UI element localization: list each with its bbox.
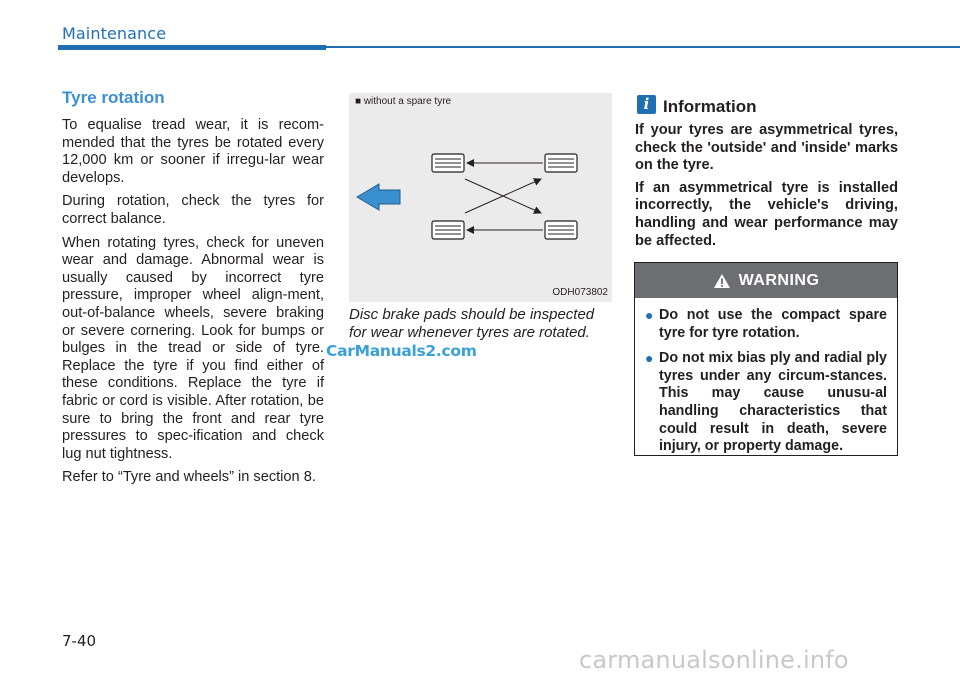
warning-item-text: Do not use the compact spare tyre for tyre rotation. [659, 307, 887, 341]
paragraph: If your tyres are asymmetrical tyres, check the 'outside' and 'inside' marks on the tyre. [635, 122, 898, 174]
warning-item-text: Do not mix bias ply and radial ply tyres under any circum-stances. This may cause unusu-al handling characteristics that could result in death, severe injury, or property damage. [659, 350, 887, 455]
rotation-diagram-svg [349, 93, 612, 302]
rear-right-tyre-icon [545, 221, 577, 239]
page-number: 7-40 [62, 632, 97, 650]
tyre-rotation-title: Tyre rotation [62, 88, 165, 107]
warning-heading: WARNING [738, 271, 820, 289]
warning-item [641, 350, 887, 456]
front-left-tyre-icon [432, 154, 464, 172]
figure-caption [349, 306, 619, 342]
front-right-tyre-icon [545, 154, 577, 172]
caption-line: Disc brake pads should be inspected [349, 306, 595, 323]
footer-watermark: carmanualsonline.info [579, 646, 849, 674]
paragraph: When rotating tyres, check for uneven wear and damage. Abnormal wear is usually caused by incorrect tyre pressure, improper wheel align-ment, out-of-balance wheels, severe braking or severe cornering. Look for bumps or bulges in the tread or side of tyre. Replace the tyre if you find either of these conditions. Replace the tyre if fabric or cord is visible. After rotation, be sure to bring the front and rear tyre pressures to spec-ification and check lug nut tightness. [62, 234, 324, 462]
header-bar [58, 45, 326, 50]
paragraph: If an asymmetrical tyre is installed incorrectly, the vehicle's driving, handling and wear performance may be affected. [635, 179, 898, 249]
information-body [635, 122, 898, 255]
paragraph: Refer to “Tyre and wheels” in section 8. [62, 469, 316, 486]
tyre-rotation-diagram [349, 93, 612, 302]
information-heading: Information [663, 97, 757, 116]
warning-header [635, 263, 897, 298]
figure-legend: ■ without a spare tyre [355, 96, 452, 107]
watermark-text: CarManuals2.com [326, 342, 477, 360]
bullet-icon: ● [645, 350, 654, 367]
caption-line: for wear whenever tyres are rotated. [349, 324, 590, 341]
rear-left-tyre-icon [432, 221, 464, 239]
tyre-rotation-section [62, 88, 324, 493]
bullet-icon: ● [645, 307, 654, 323]
warning-list [641, 307, 887, 456]
forward-direction-arrow-icon [357, 184, 400, 210]
warning-triangle-icon [713, 273, 731, 289]
warning-item [641, 307, 887, 342]
paragraph: To equalise tread wear, it is recom-mended that the tyres be rotated every 12,000 km or sooner if irregu-lar wear develops. [62, 117, 324, 186]
warning-box [634, 262, 898, 456]
paragraph: During rotation, check the tyres for correct balance. [62, 193, 324, 227]
section-title: Maintenance [62, 24, 167, 43]
figure-code: ODH073802 [552, 287, 608, 298]
info-icon: i [637, 95, 656, 114]
header-rule [326, 46, 960, 48]
